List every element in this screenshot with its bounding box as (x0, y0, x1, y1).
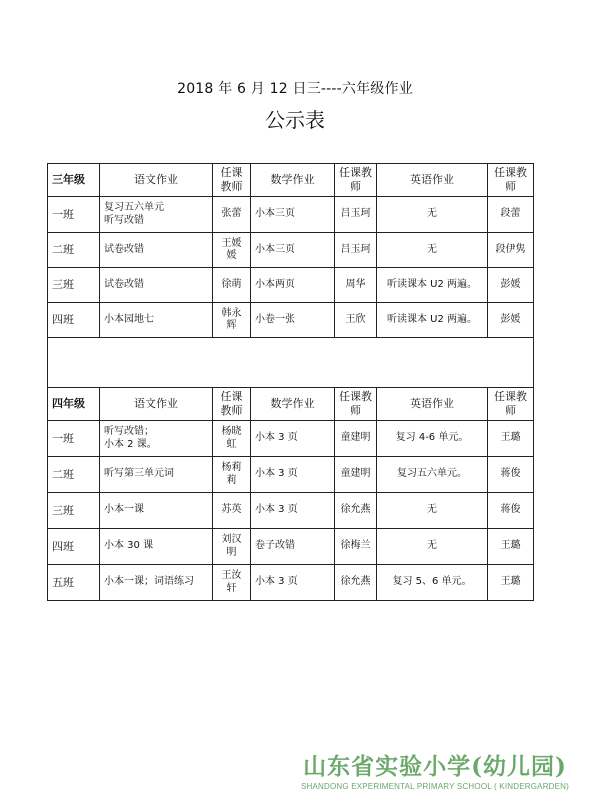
chinese-homework: 听写第三单元词 (100, 457, 213, 493)
header-teacher: 任课教师 (335, 388, 377, 421)
english-homework: 无 (377, 529, 488, 565)
english-teacher: 彭媛 (488, 268, 534, 303)
header-teacher: 任课教师 (213, 388, 251, 421)
class-name: 五班 (48, 565, 100, 601)
math-homework: 卷子改错 (251, 529, 335, 565)
class-name: 四班 (48, 529, 100, 565)
math-homework: 小卷一张 (251, 303, 335, 338)
spacer-cell (48, 338, 534, 388)
english-homework: 听读课本 U2 两遍。 (377, 303, 488, 338)
english-teacher: 段蕾 (488, 197, 534, 233)
table-row (48, 421, 534, 457)
page-title: 2018 年 6 月 12 日三----六年级作业 (177, 81, 413, 97)
chinese-teacher: 王汝轩 (213, 565, 251, 601)
class-name: 二班 (48, 233, 100, 268)
table-row (48, 197, 534, 233)
english-teacher: 段伊隽 (488, 233, 534, 268)
english-teacher: 彭媛 (488, 303, 534, 338)
chinese-homework: 试卷改错 (100, 268, 213, 303)
header-teacher: 任课教师 (335, 164, 377, 197)
english-teacher: 蒋俊 (488, 457, 534, 493)
math-teacher: 徐允燕 (335, 565, 377, 601)
chinese-homework: 复习五六单元 听写改错 (100, 197, 213, 233)
table-row (48, 493, 534, 529)
class-name: 三班 (48, 268, 100, 303)
english-homework: 听读课本 U2 两遍。 (377, 268, 488, 303)
header-math: 数学作业 (251, 388, 335, 421)
header-math: 数学作业 (251, 164, 335, 197)
chinese-homework: 小本 30 课 (100, 529, 213, 565)
chinese-teacher: 韩永辉 (213, 303, 251, 338)
english-teacher: 蒋俊 (488, 493, 534, 529)
class-name: 一班 (48, 197, 100, 233)
math-teacher: 吕玉珂 (335, 197, 377, 233)
math-teacher: 童建明 (335, 457, 377, 493)
table-row (48, 529, 534, 565)
header-chinese: 语文作业 (100, 388, 213, 421)
math-homework: 小本三页 (251, 233, 335, 268)
class-name: 一班 (48, 421, 100, 457)
header-chinese: 语文作业 (100, 164, 213, 197)
header-teacher: 任课教师 (213, 164, 251, 197)
chinese-homework: 小本园地七 (100, 303, 213, 338)
math-teacher: 吕玉珂 (335, 233, 377, 268)
chinese-teacher: 徐萌 (213, 268, 251, 303)
math-homework: 小本 3 页 (251, 565, 335, 601)
table-header-row (48, 164, 534, 197)
table-row (48, 268, 534, 303)
english-homework: 复习 5、6 单元。 (377, 565, 488, 601)
english-homework: 无 (377, 233, 488, 268)
chinese-teacher: 苏英 (213, 493, 251, 529)
school-logo-name: 山东省实验小学(幼儿园) (303, 753, 567, 780)
chinese-teacher: 张蕾 (213, 197, 251, 233)
chinese-homework: 试卷改错 (100, 233, 213, 268)
english-homework: 无 (377, 197, 488, 233)
english-teacher: 王璐 (488, 529, 534, 565)
table-header-row (48, 388, 534, 421)
grade-label: 四年级 (48, 388, 100, 421)
class-name: 三班 (48, 493, 100, 529)
chinese-homework: 小本一课；词语练习 (100, 565, 213, 601)
table-row (48, 457, 534, 493)
chinese-teacher: 杨晓虹 (213, 421, 251, 457)
class-name: 二班 (48, 457, 100, 493)
math-homework: 小本 3 页 (251, 493, 335, 529)
header-english: 英语作业 (377, 388, 488, 421)
school-logo (290, 748, 580, 796)
math-teacher: 周华 (335, 268, 377, 303)
english-homework: 复习五六单元。 (377, 457, 488, 493)
header-english: 英语作业 (377, 164, 488, 197)
table-row (48, 233, 534, 268)
chinese-homework: 听写改错； 小本 2 课。 (100, 421, 213, 457)
chinese-homework: 小本一课 (100, 493, 213, 529)
section-spacer (48, 338, 534, 388)
school-logo-english: SHANDONG EXPERIMENTAL PRIMARY SCHOOL ( KINDERGARDEN) (300, 782, 570, 791)
math-teacher: 徐梅兰 (335, 529, 377, 565)
chinese-teacher: 杨莉莉 (213, 457, 251, 493)
english-homework: 复习 4-6 单元。 (377, 421, 488, 457)
chinese-teacher: 刘汉明 (213, 529, 251, 565)
grade-label: 三年级 (48, 164, 100, 197)
math-homework: 小本三页 (251, 197, 335, 233)
math-homework: 小本 3 页 (251, 457, 335, 493)
math-homework: 小本两页 (251, 268, 335, 303)
math-homework: 小本 3 页 (251, 421, 335, 457)
english-teacher: 王璐 (488, 421, 534, 457)
class-name: 四班 (48, 303, 100, 338)
math-teacher: 王欣 (335, 303, 377, 338)
chinese-teacher: 王媛媛 (213, 233, 251, 268)
table-row (48, 565, 534, 601)
english-teacher: 王璐 (488, 565, 534, 601)
homework-table (47, 163, 534, 601)
header-teacher: 任课教师 (488, 388, 534, 421)
math-teacher: 徐允燕 (335, 493, 377, 529)
header-teacher: 任课教师 (488, 164, 534, 197)
english-homework: 无 (377, 493, 488, 529)
page-subtitle: 公示表 (265, 108, 325, 132)
math-teacher: 童建明 (335, 421, 377, 457)
table-row (48, 303, 534, 338)
